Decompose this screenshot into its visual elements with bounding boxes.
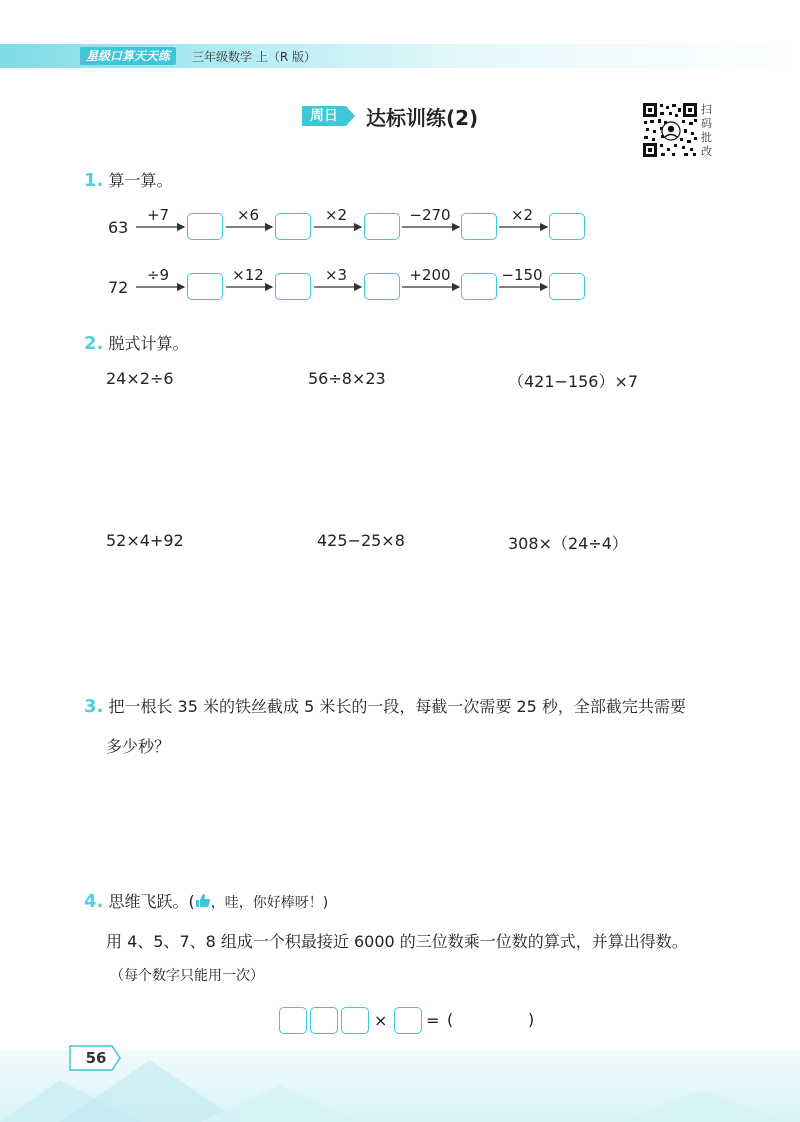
qr-label-char: 批 xyxy=(701,131,712,144)
day-tag-arrow xyxy=(346,106,355,126)
question-title: 思维飞跃。( xyxy=(108,892,195,911)
digit-box[interactable] xyxy=(341,1007,369,1034)
page-number: 56 xyxy=(85,1049,107,1067)
digit-box[interactable] xyxy=(279,1007,307,1034)
times-sign: × xyxy=(374,1011,388,1030)
answer-box[interactable] xyxy=(187,213,223,240)
question-number: 2. xyxy=(84,333,104,354)
question-number: 1. xyxy=(84,170,104,191)
answer-box[interactable] xyxy=(275,273,311,300)
question-title-tail: ，哇，你好棒呀！) xyxy=(210,895,329,911)
expression: 56÷8×23 xyxy=(308,369,386,388)
page-title: 达标训练(2) xyxy=(366,106,479,130)
chain-operator: ×6 xyxy=(236,206,260,224)
expression: 308×（24÷4） xyxy=(508,534,628,553)
chain-operator: ÷9 xyxy=(146,266,170,284)
question-3-line-1 xyxy=(84,694,744,717)
answer-box[interactable] xyxy=(364,273,400,300)
chain-operator: −150 xyxy=(501,266,543,284)
expression: （421−156）×7 xyxy=(508,372,639,391)
subject-label: 三年级数学 上（R 版） xyxy=(192,50,316,64)
chain-operator: −270 xyxy=(409,206,451,224)
chain-start-value: 63 xyxy=(108,218,129,237)
qr-label-char: 扫 xyxy=(701,103,712,116)
question-title: 算一算。 xyxy=(108,171,173,190)
question-title: 脱式计算。 xyxy=(108,334,189,353)
question-text: 用 4、5、7、8 组成一个积最接近 6000 的三位数乘一位数的算式，并算出得数。 xyxy=(106,932,688,951)
answer-box[interactable] xyxy=(461,273,497,300)
chain-operator: +200 xyxy=(409,266,451,284)
expression: 24×2÷6 xyxy=(106,369,174,388)
answer-box[interactable] xyxy=(461,213,497,240)
answer-paren-close: ) xyxy=(528,1010,535,1029)
answer-box[interactable] xyxy=(549,213,585,240)
qr-code-icon[interactable] xyxy=(642,102,698,158)
answer-box[interactable] xyxy=(364,213,400,240)
qr-label-char: 改 xyxy=(701,145,712,158)
answer-blank[interactable] xyxy=(470,1008,526,1032)
question-1-heading xyxy=(84,168,172,191)
chain-operator: ×12 xyxy=(232,266,264,284)
question-number: 4. xyxy=(84,891,104,912)
chain-operator: ×2 xyxy=(324,206,348,224)
answer-paren-open: ( xyxy=(447,1010,454,1029)
equals-sign: = xyxy=(426,1011,440,1030)
question-4-heading xyxy=(84,889,328,912)
question-number: 3. xyxy=(84,696,104,717)
chain-operator: ×2 xyxy=(510,206,534,224)
answer-box[interactable] xyxy=(549,273,585,300)
answer-box[interactable] xyxy=(187,273,223,300)
qr-label-char: 码 xyxy=(701,117,712,130)
question-text: 把一根长 35 米的铁丝截成 5 米长的一段，每截一次需要 25 秒，全部截完共需要 xyxy=(108,697,686,716)
question-2-heading xyxy=(84,331,188,354)
expression: 425−25×8 xyxy=(317,531,405,550)
footer-decoration xyxy=(0,1040,800,1122)
question-note: （每个数字只能用一次） xyxy=(110,968,264,984)
digit-box[interactable] xyxy=(394,1007,422,1034)
chain-start-value: 72 xyxy=(108,278,129,297)
answer-box[interactable] xyxy=(275,213,311,240)
thumbs-up-icon xyxy=(195,893,211,908)
brand-badge: 星级口算天天练 xyxy=(80,47,176,65)
digit-box[interactable] xyxy=(310,1007,338,1034)
day-tag: 周日 xyxy=(302,106,346,126)
chain-operator: ×3 xyxy=(324,266,348,284)
chain-operator: +7 xyxy=(146,206,170,224)
question-text: 多少秒？ xyxy=(106,737,171,756)
expression: 52×4+92 xyxy=(106,531,184,550)
